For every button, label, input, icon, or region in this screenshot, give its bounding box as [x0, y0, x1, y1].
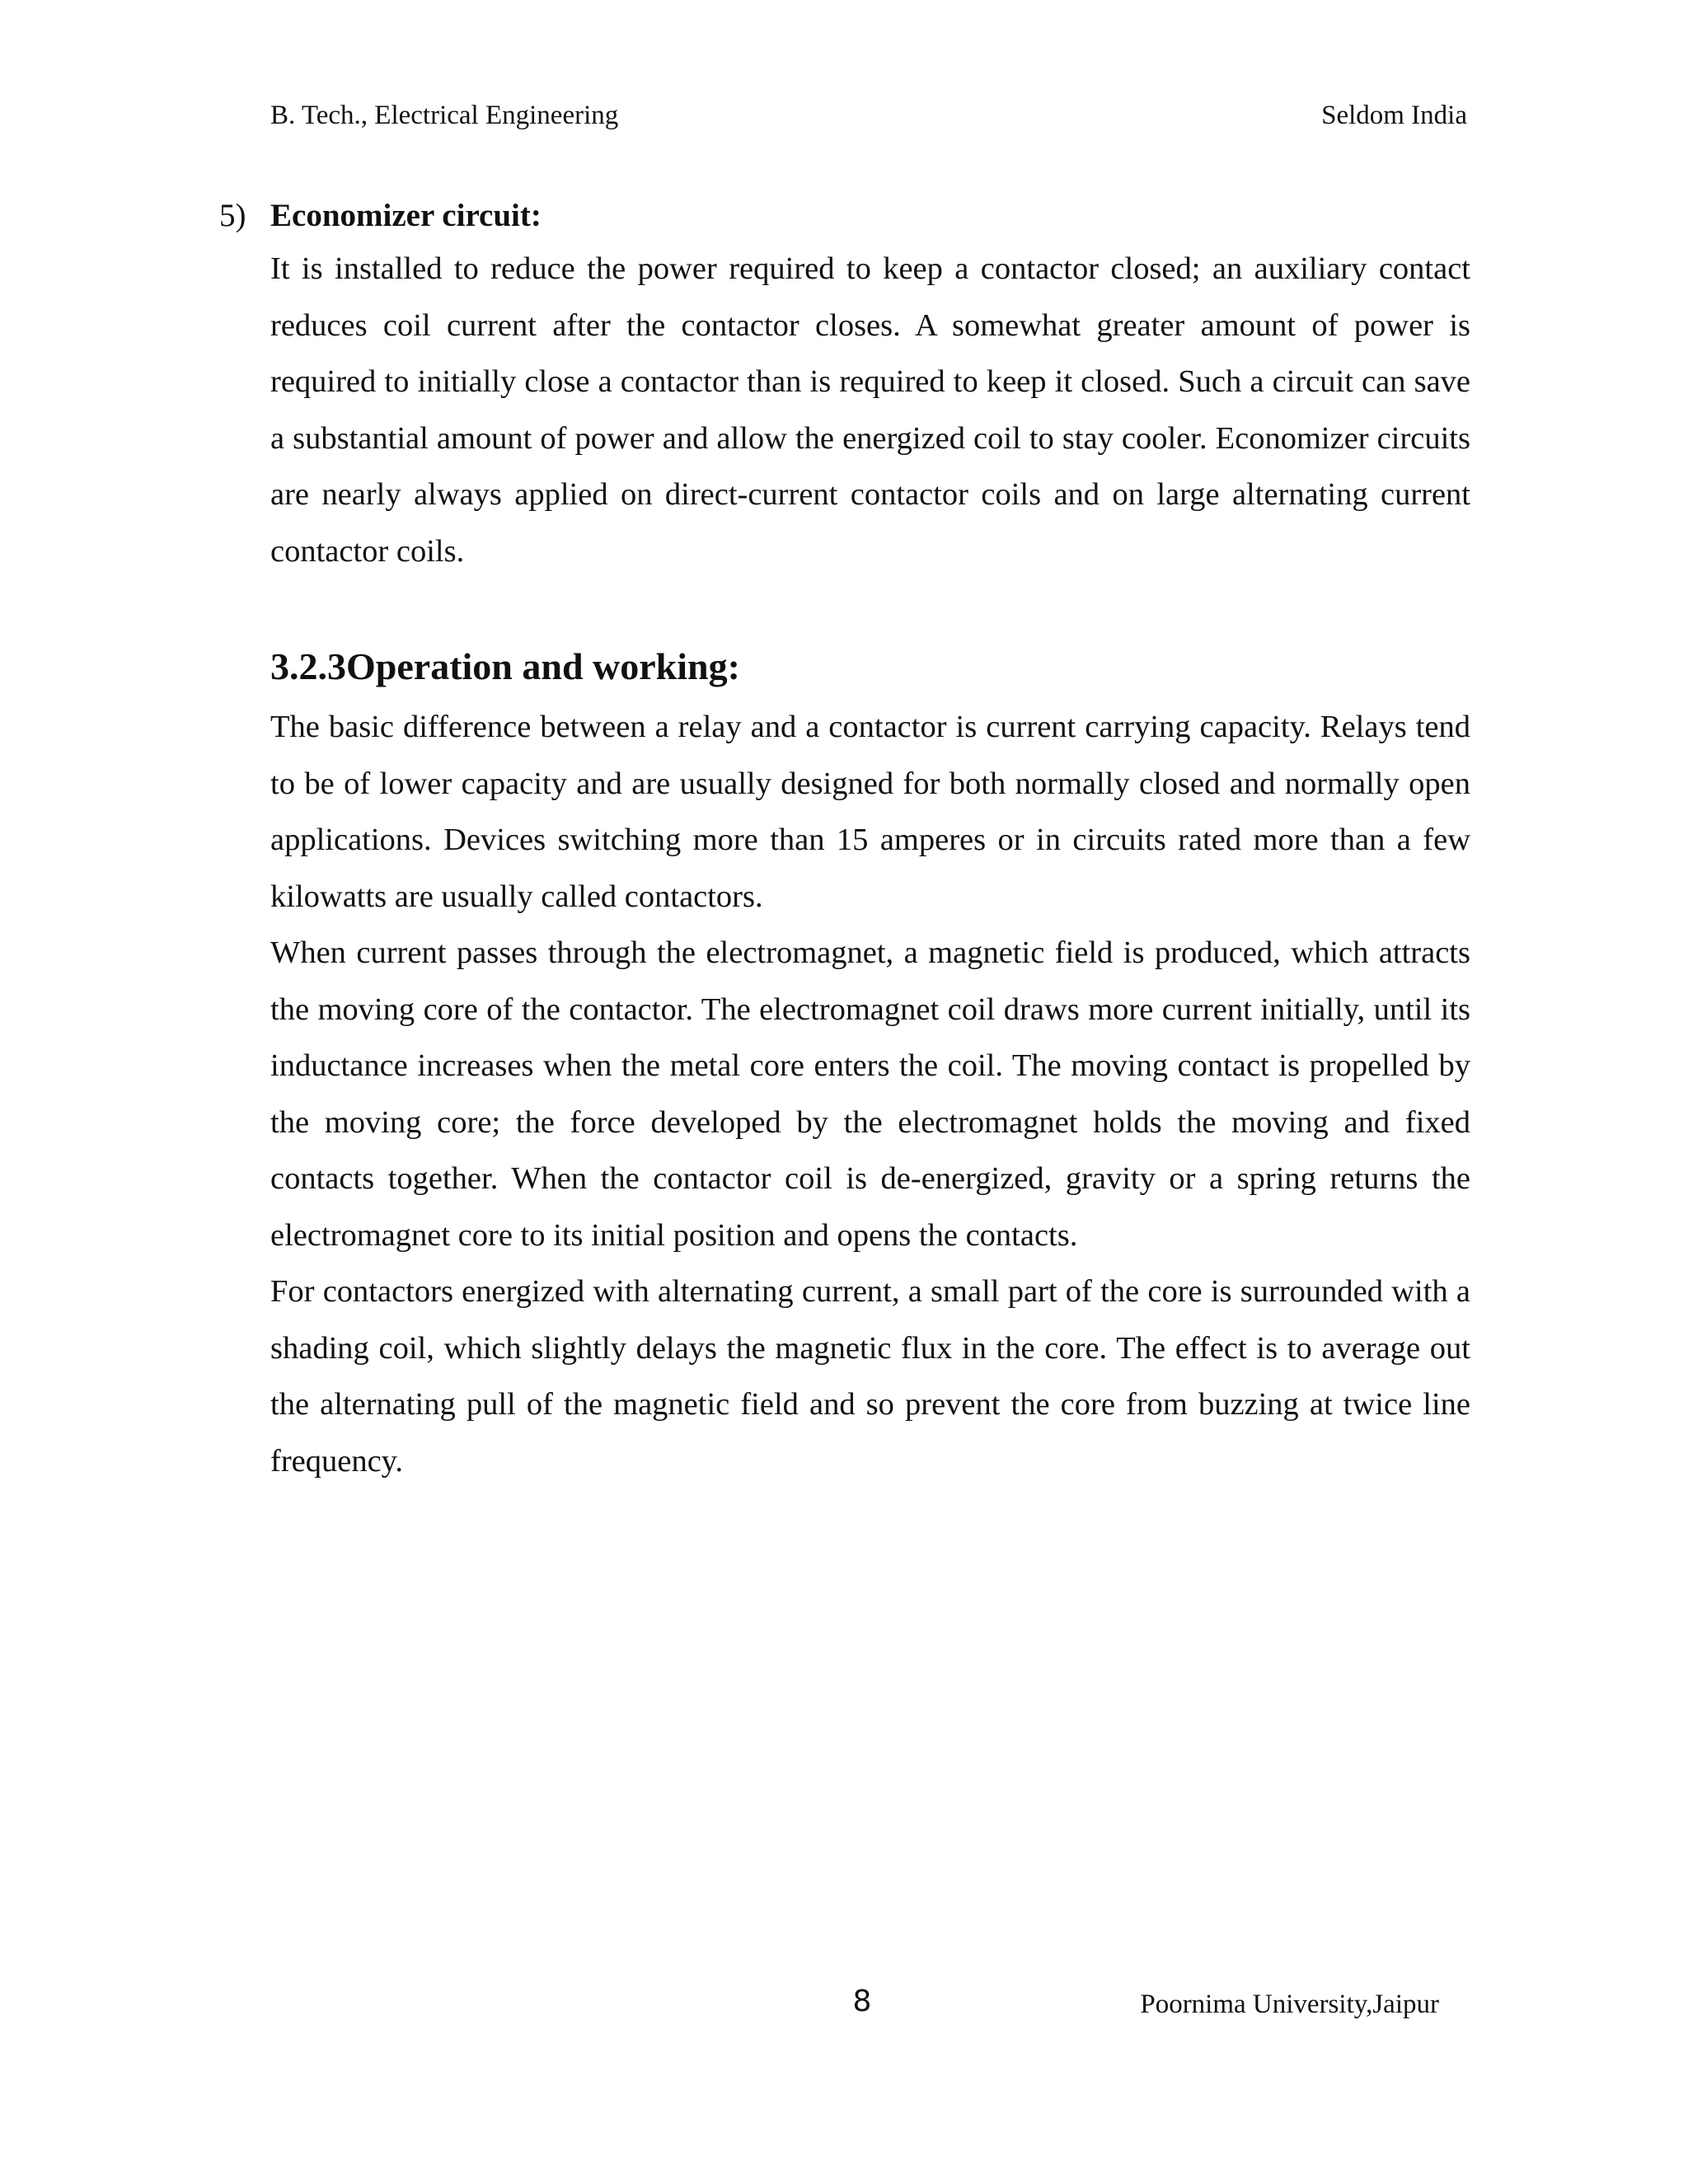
section-paragraph-relay-vs-contactor: The basic difference between a relay and a contactor is current carrying capacity. Relays tend to be of lower capacity and are usually designed for both normally closed and normally open applications. Devices switching more than 15 amperes or in circuits rated more than a few kilowatts are usually called contactors.	[270, 710, 1470, 914]
footer-university: Poornima University,Jaipur	[1140, 1990, 1439, 2019]
header-company: Seldom India	[1321, 101, 1467, 130]
page-number: 8	[852, 1985, 872, 2018]
section-paragraph-shading-coil: For contactors energized with alternating current, a small part of the core is surrounded with a shading coil, which slightly delays the magnetic flux in the core. The effect is to average out the alternating pull of the magnetic field and so prevent the core from buzzing at twice line frequency.	[270, 1274, 1470, 1479]
section-paragraph-electromagnet: When current passes through the electromagnet, a magnetic field is produced, which attracts the moving core of the contactor. The electromagnet coil draws more current initially, until its inductance increases when the metal core enters the coil. The moving contact is propelled by the moving core; the force developed by the electromagnet holds the moving and fixed contacts together. When the contactor coil is de-energized, gravity or a spring returns the electromagnet core to its initial position and opens the contacts.	[270, 935, 1470, 1253]
list-item-title: Economizer circuit:	[270, 198, 542, 233]
header-program: B. Tech., Electrical Engineering	[270, 101, 619, 130]
list-item-number: 5)	[219, 198, 246, 233]
section-body	[270, 699, 1470, 1489]
economizer-paragraph: It is installed to reduce the power required to keep a contactor closed; an auxiliary contact reduces coil current after the contactor closes. A somewhat greater amount of power is required to initially close a contactor than is required to keep it closed. Such a circuit can save a substantial amount of power and allow the energized coil to stay cooler. Economizer circuits are nearly always applied on direct-current contactor coils and on large alternating current contactor coils.	[270, 251, 1470, 569]
section-heading: 3.2.3Operation and working:	[270, 645, 740, 687]
